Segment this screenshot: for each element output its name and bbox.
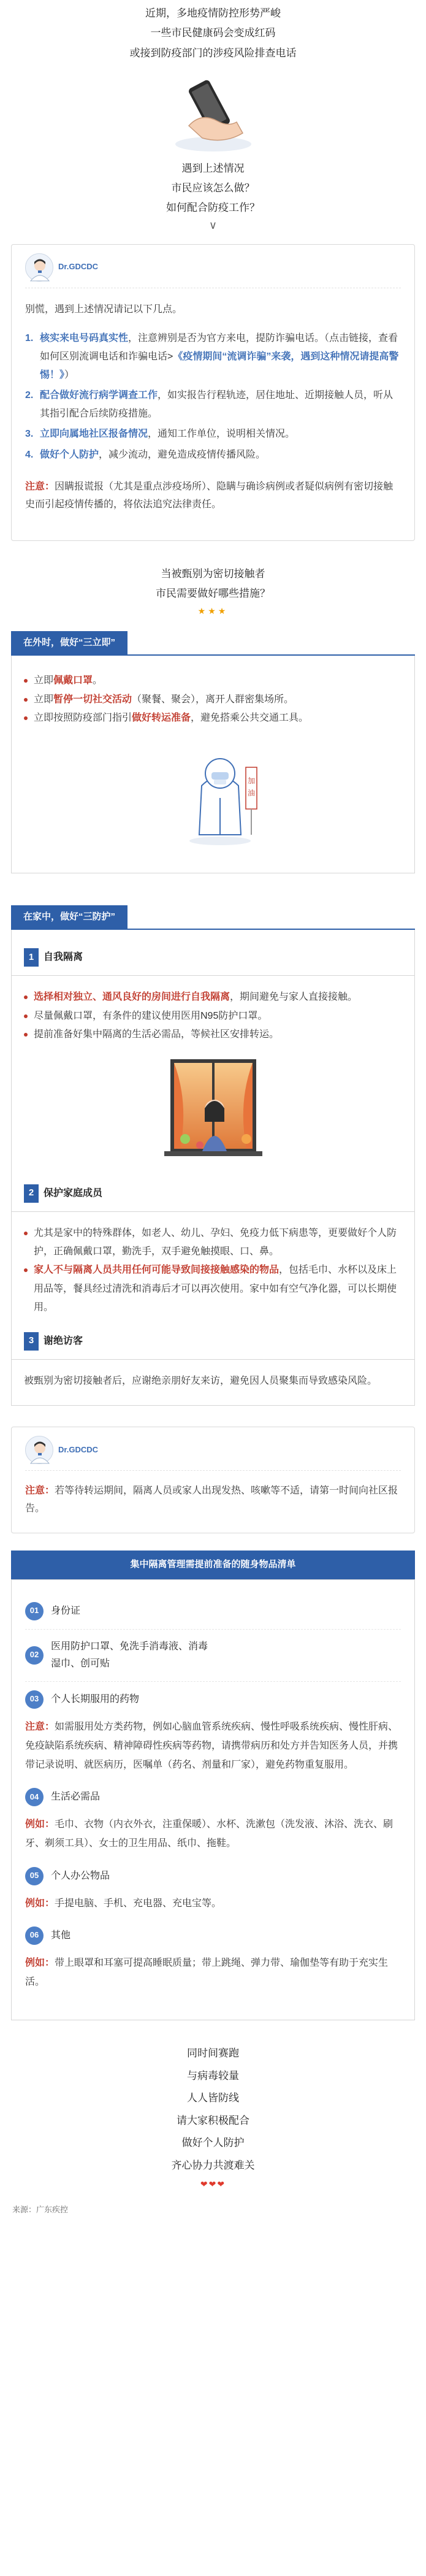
list-item: 选择相对独立、通风良好的房间进行自我隔离，期间避免与家人直接接触。 <box>24 988 402 1006</box>
list-item: 尤其是家中的特殊群体，如老人、幼儿、孕妇、免疫力低下病患等，更要做好个人防护，正确佩戴口罩，勤洗手，双手避免触摸眼、口、鼻。 <box>24 1224 402 1262</box>
outside-item: 立即暂停一切社交活动（聚餐、聚会），离开人群密集场所。 <box>24 691 402 709</box>
doctor-name: Dr.GDCDC <box>58 1444 99 1454</box>
intro-line: 一些市民健康码会变成红码 <box>150 27 276 39</box>
kit-item: 03 个人长期服用的药物 <box>25 1690 401 1709</box>
kit-note: 注意：如需服用处方类药物，例如心脑血管系统疾病、慢性呼吸系统疾病、慢性肝病、免疫缺陷系统疾病、精神障碍性疾病等药物，请携带病历和处方并告知医务人员，并携带记录说明、就医病历，医嘱单（药名、剂量和厂家），避免药物重复服用。 <box>25 1721 398 1770</box>
source-credit: 来源：广东疾控 <box>12 2204 69 2214</box>
home-section <box>0 905 426 1406</box>
kit-item: 02 医用防护口罩、免洗手消毒液、消毒湿巾、创可贴 <box>25 1638 401 1673</box>
doctor-advice-card <box>11 244 415 541</box>
list-item: 提前准备好集中隔离的生活必需品，等候社区安排转运。 <box>24 1025 402 1044</box>
outside-section <box>0 631 426 873</box>
subsection-header: 2 保护家庭成员 <box>24 1184 402 1203</box>
kit-box <box>11 1579 415 2021</box>
outside-item: 立即按照防疫部门指引做好转运准备，避免搭乘公共交通工具。 <box>24 709 402 727</box>
decline-visitors-text: 被甄别为密切接触者后，应谢绝亲朋好友来访，避免因人员聚集而导致感染风险。 <box>24 1375 378 1386</box>
intro-block <box>0 0 426 231</box>
doctor-note-card <box>11 1427 415 1533</box>
kit-item: 06 其他 <box>25 1926 401 1945</box>
advice-item: 2. 配合做好流行病学调查工作，如实报告行程轨迹，居住地址、近期接触人员，听从其指引配合后续防疫措施。 <box>25 390 394 419</box>
fraud-article-link[interactable]: 《疫情期间“流调诈骗”来袭，遇到这种情况请提高警惕！》 <box>40 351 399 380</box>
kit-item: 04 生活必需品 <box>25 1788 401 1806</box>
qa-line: 市民应该怎么做？ <box>171 182 255 194</box>
kit-section <box>0 1551 426 2020</box>
doctor-lead: 别慌，遇到上述情况请记以下几点。 <box>25 304 183 315</box>
window-girl-illustration <box>146 1053 281 1170</box>
kit-note: 例如：毛巾、衣物（内衣外衣，注重保暖）、水杯、洗漱包（洗发液、沐浴、洗衣、刷牙、剃须工具）、女士的卫生用品、纸巾、拖鞋。 <box>25 1819 394 1849</box>
list-item: 家人不与隔离人员共用任何可能导致间接接触感染的物品，包括毛巾、水杯以及床上用品等，餐具经过清洗和消毒后才可以再次使用。家中如有空气净化器，可以长期使用。 <box>24 1261 402 1317</box>
stars-decoration: ★★★ <box>197 606 229 616</box>
outside-box <box>11 656 415 873</box>
chevron-down-icon: ∨ <box>208 218 218 231</box>
outside-item: 立即佩戴口罩。 <box>24 672 402 690</box>
outro-line: 与病毒较量 <box>187 2069 239 2082</box>
contact-line: 市民需要做好哪些措施？ <box>156 588 270 600</box>
kit-note: 例如：带上眼罩和耳塞可提高睡眠质量；带上跳绳、弹力带、瑜伽垫等有助于充实生活。 <box>25 1957 389 1987</box>
kit-note: 例如：手提电脑、手机、充电器、充电宝等。 <box>25 1898 222 1909</box>
subsection-header: 3 谢绝访客 <box>24 1332 402 1351</box>
outro-line: 人人皆防线 <box>187 2092 239 2104</box>
intro-line: 或接到防疫部门的涉疫风险排查电话 <box>129 47 297 59</box>
kit-item: 01 身份证 <box>25 1602 401 1620</box>
advice-item: 3. 立即向属地社区报备情况，通知工作单位，说明相关情况。 <box>25 429 295 440</box>
medical-worker-illustration <box>177 743 275 847</box>
advice-list <box>25 329 401 464</box>
list-item: 尽量佩戴口罩，有条件的建议使用医用N95防护口罩。 <box>24 1007 402 1025</box>
home-ribbon: 在家中，做好“三防护” <box>11 905 127 929</box>
kit-header: 集中隔离管理需提前准备的随身物品清单 <box>11 1551 415 1579</box>
doctor-note: 注意：若等待转运期间，隔离人员或家人出现发热、咳嗽等不适，请第一时间向社区报告。 <box>25 1485 398 1514</box>
outro-line: 做好个人防护 <box>181 2137 245 2149</box>
doctor-name: Dr.GDCDC <box>58 262 99 272</box>
contact-question <box>0 564 426 619</box>
advice-item: 1. 核实来电号码真实性，注意辨别是否为官方来电，提防诈骗电话。（点击链接，查看如何区别流调电话和诈骗电话>《疫情期间“流调诈骗”来袭，遇到这种情况请提高警惕！》） <box>25 333 399 380</box>
doctor-avatar <box>25 1436 53 1464</box>
intro-line: 近期，多地疫情防控形势严峻 <box>145 7 281 19</box>
outro <box>0 2042 426 2192</box>
outro-line: 同时间赛跑 <box>187 2047 239 2060</box>
kit-item: 05 个人办公物品 <box>25 1867 401 1885</box>
doctor-header <box>25 245 401 288</box>
isolation-list <box>24 988 402 1044</box>
outside-list <box>24 672 402 727</box>
sign-char-2: 油 <box>247 789 256 798</box>
outside-ribbon: 在外时，做好“三立即” <box>11 631 127 654</box>
hand-holding-phone-illustration <box>164 69 262 155</box>
contact-line: 当被甄别为密切接触者 <box>161 567 265 580</box>
sign-char-1: 加 <box>247 776 256 786</box>
doctor-note: 注意：因瞒报谎报（尤其是重点涉疫场所）、隐瞒与确诊病例或者疑似病例有密切接触史而引起疫情传播的，将依法追究法律责任。 <box>25 481 394 510</box>
advice-item: 4. 做好个人防护，减少流动，避免造成疫情传播风险。 <box>25 449 266 460</box>
outro-line: 齐心协力共渡难关 <box>171 2159 255 2171</box>
qa-line: 如何配合防疫工作？ <box>166 202 260 214</box>
doctor-avatar <box>25 253 53 282</box>
home-box <box>11 930 415 1406</box>
qa-line: 遇到上述情况 <box>181 162 245 174</box>
outro-line: 请大家积极配合 <box>177 2114 249 2126</box>
family-protection-list <box>24 1224 402 1317</box>
subsection-header: 1 自我隔离 <box>24 948 402 967</box>
doctor-header <box>25 1427 401 1471</box>
hearts-decoration: ❤❤❤ <box>200 2179 226 2190</box>
